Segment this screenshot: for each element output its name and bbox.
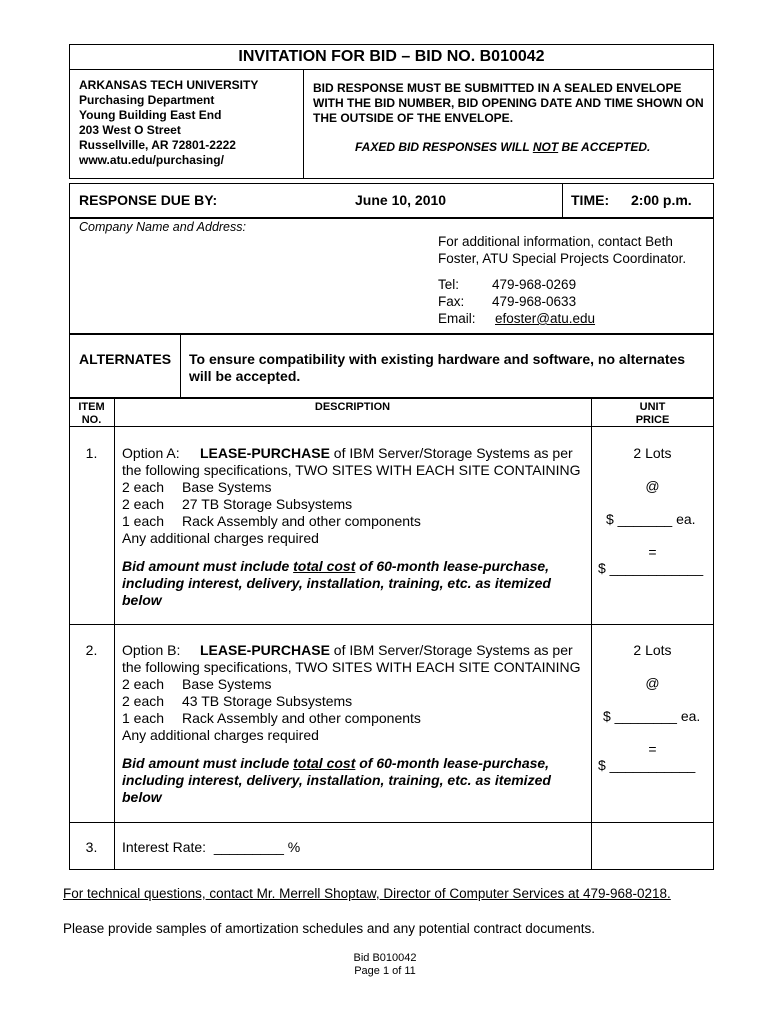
item-2-type: LEASE-PURCHASE [200, 642, 330, 658]
col-header-price-line-2: PRICE [635, 414, 670, 426]
row-2-divider [69, 822, 714, 823]
alternates-divider [180, 334, 181, 398]
item-2-description [122, 642, 587, 744]
faxed-notice [355, 140, 695, 155]
document-title: INVITATION FOR BID – BID NO. B010042 [238, 48, 545, 65]
item-1-spec-2-qty: 2 each [122, 496, 165, 512]
item-1-spec-1 [122, 479, 587, 496]
item-2-spec-2-qty: 2 each [122, 693, 165, 709]
response-due-time: 2:00 p.m. [631, 192, 692, 208]
item-2-rest: of IBM Server/Storage Systems as per [329, 642, 573, 658]
item-2-note-pre: Bid amount must include [122, 755, 294, 771]
item-1-note-line-1 [122, 558, 587, 575]
item-2-equals: = [648, 741, 657, 757]
faxed-notice-post: BE ACCEPTED. [558, 140, 651, 154]
sealed-envelope-notice: BID RESPONSE MUST BE SUBMITTED IN A SEALED ENVELOPE WITH THE BID NUMBER, BID OPENING DATE AND TIME SHOWN ON THE OUTSIDE OF THE ENVELOPE. [313, 81, 704, 125]
email-link[interactable]: efoster@atu.edu [495, 311, 596, 326]
item-2-spec-1-desc: Base Systems [182, 676, 272, 692]
item-2-spec-1 [122, 676, 587, 693]
col-header-item [69, 401, 114, 427]
city-state-zip: Russellville, AR 72801-2222 [79, 138, 236, 152]
item-2-option: Option B: [122, 642, 181, 658]
technical-questions-note: For technical questions, contact Mr. Merrell Shoptaw, Director of Computer Services at 479-968-0218. [63, 886, 671, 901]
bid-number-footer: Bid B010042 [353, 952, 417, 964]
item-2-line-2: the following specifications, TWO SITES WITH EACH SITE CONTAINING [122, 659, 581, 675]
contact-email [438, 310, 595, 327]
item-1-spec-3 [122, 513, 587, 530]
item-1-lots: 2 Lots [633, 445, 672, 461]
item-column-divider [114, 398, 115, 870]
row-1-divider [69, 624, 714, 625]
item-2-at: @ [645, 675, 660, 691]
item-2-spec-3-qty: 1 each [122, 710, 165, 726]
item-1-spec-2 [122, 496, 587, 513]
col-header-item-line-2: NO. [81, 414, 102, 426]
col-header-price-line-1: UNIT [639, 401, 666, 413]
item-number-3: 3. [85, 839, 98, 855]
item-2-total-blank[interactable]: $ ___________ [598, 757, 696, 773]
response-due-date: June 10, 2010 [355, 192, 447, 208]
item-1-rest: of IBM Server/Storage Systems as per [329, 445, 573, 461]
item-1-at: @ [645, 478, 660, 494]
item-1-equals: = [648, 544, 657, 560]
item-2-note-line-3: below [122, 789, 162, 805]
item-1-line-2: the following specifications, TWO SITES WITH EACH SITE CONTAINING [122, 462, 581, 478]
item-2-lots: 2 Lots [633, 642, 672, 658]
time-divider [562, 183, 563, 218]
page-number: Page 1 of 11 [354, 965, 416, 977]
item-2-spec-1-qty: 2 each [122, 676, 165, 692]
item-number-2: 2. [85, 642, 98, 658]
contact-info [438, 233, 710, 267]
item-1-spec-1-qty: 2 each [122, 479, 165, 495]
item-1-description [122, 445, 587, 547]
col-header-description: DESCRIPTION [314, 401, 391, 413]
item-1-spec-1-desc: Base Systems [182, 479, 272, 495]
interest-rate-blank[interactable]: Interest Rate: _________ % [122, 839, 301, 855]
item-1-spec-2-desc: 27 TB Storage Subsystems [182, 496, 353, 512]
faxed-notice-not: NOT [532, 140, 559, 154]
item-1-line-1 [122, 445, 587, 462]
fax-value: 479-968-0633 [492, 294, 577, 309]
item-1-extra: Any additional charges required [122, 530, 319, 546]
item-2-note [122, 755, 587, 806]
tel-value: 479-968-0269 [492, 277, 577, 292]
item-1-note-line-2: including interest, delivery, installation, training, etc. as itemized [122, 575, 551, 591]
contact-line-1: For additional information, contact Beth [438, 234, 673, 249]
samples-request: Please provide samples of amortization schedules and any potential contract documents. [63, 921, 596, 936]
item-2-note-total-cost: total cost [293, 755, 356, 771]
item-2-unit-price-blank[interactable]: $ ________ ea. [603, 708, 701, 724]
item-2-note-post: of 60-month lease-purchase, [355, 755, 550, 771]
company-name-label: Company Name and Address: [79, 220, 246, 234]
university-address [79, 78, 299, 168]
item-number-1: 1. [85, 445, 98, 461]
purchasing-website: www.atu.edu/purchasing/ [79, 153, 224, 167]
email-label: Email: [438, 311, 476, 326]
street-address: 203 West O Street [79, 123, 181, 137]
item-2-note-line-1 [122, 755, 587, 772]
contact-fax [438, 293, 576, 310]
title-divider [69, 69, 714, 70]
item-1-spec-3-desc: Rack Assembly and other components [182, 513, 421, 529]
item-2-spec-3-desc: Rack Assembly and other components [182, 710, 421, 726]
alternates-text-line-2: will be accepted. [189, 368, 301, 384]
price-column-divider [591, 398, 592, 870]
item-1-total-blank[interactable]: $ ____________ [598, 560, 704, 576]
item-1-note-pre: Bid amount must include [122, 558, 294, 574]
item-1-option: Option A: [122, 445, 180, 461]
item-2-spec-3 [122, 710, 587, 727]
item-1-note [122, 558, 587, 609]
col-header-unit-price [591, 401, 714, 427]
item-1-type: LEASE-PURCHASE [200, 445, 330, 461]
item-2-spec-2 [122, 693, 587, 710]
faxed-notice-pre: FAXED BID RESPONSES WILL [355, 140, 533, 154]
header-column-divider [303, 69, 304, 179]
university-name: ARKANSAS TECH UNIVERSITY [79, 78, 259, 92]
building-name: Young Building East End [79, 108, 222, 122]
alternates-label: ALTERNATES [79, 351, 172, 367]
fax-label: Fax: [438, 294, 465, 309]
alternates-text [189, 351, 709, 385]
item-2-extra: Any additional charges required [122, 727, 319, 743]
time-label: TIME: [571, 192, 610, 208]
alternates-text-line-1: To ensure compatibility with existing hardware and software, no alternates [189, 351, 686, 367]
col-header-item-line-1: ITEM [78, 401, 105, 413]
item-2-note-line-2: including interest, delivery, installation, training, etc. as itemized [122, 772, 551, 788]
item-1-note-total-cost: total cost [293, 558, 356, 574]
department-name: Purchasing Department [79, 93, 215, 107]
response-due-label: RESPONSE DUE BY: [79, 192, 218, 208]
item-1-note-line-3: below [122, 592, 162, 608]
item-2-spec-2-desc: 43 TB Storage Subsystems [182, 693, 353, 709]
item-1-note-post: of 60-month lease-purchase, [355, 558, 550, 574]
item-2-line-1 [122, 642, 587, 659]
contact-line-2: Foster, ATU Special Projects Coordinator. [438, 251, 687, 266]
contact-phone [438, 276, 576, 293]
tel-label: Tel: [438, 277, 460, 292]
item-1-spec-3-qty: 1 each [122, 513, 165, 529]
item-1-unit-price-blank[interactable]: $ _______ ea. [606, 511, 696, 527]
